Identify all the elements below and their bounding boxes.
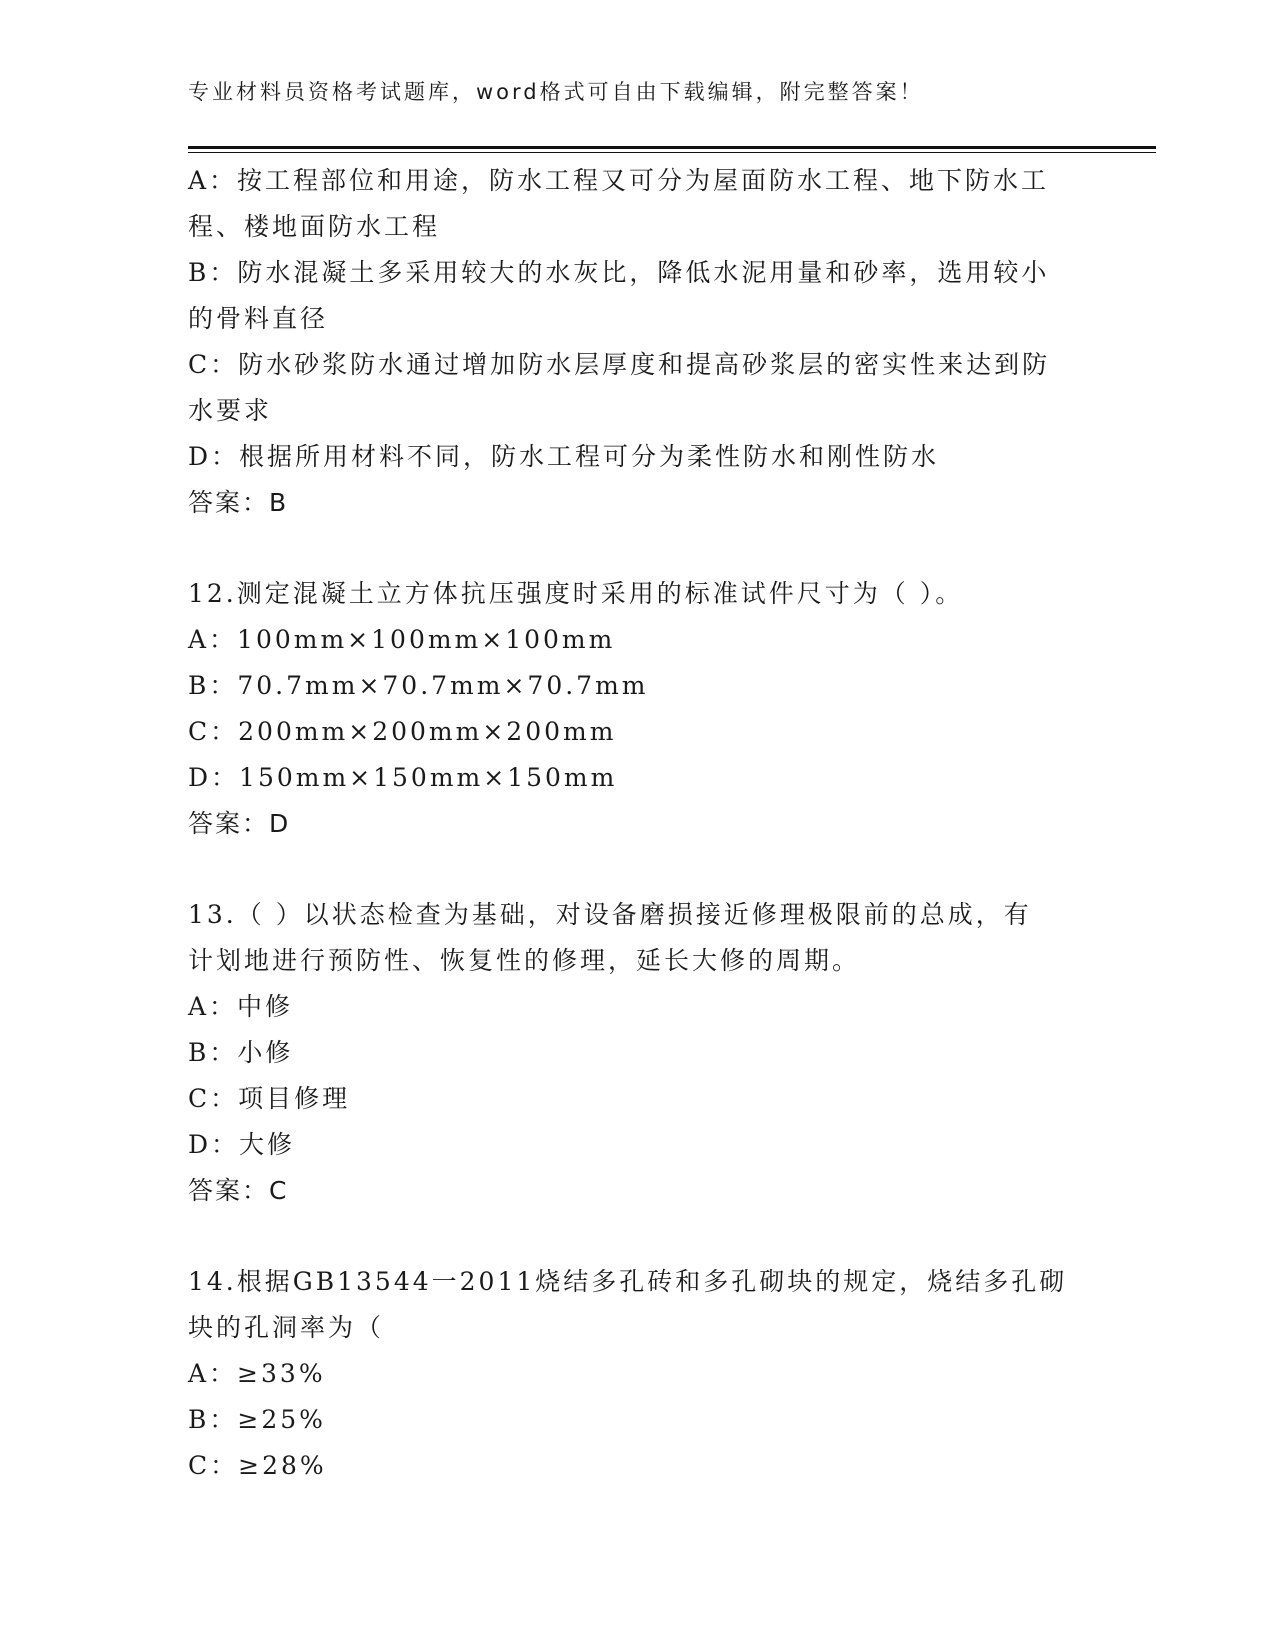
question-13 bbox=[188, 892, 1078, 1214]
option-line: A：按工程部位和用途，防水工程又可分为屋面防水工程、地下防水工 bbox=[188, 166, 1050, 195]
question-stem: 13.（ ）以状态检查为基础，对设备磨损接近修理极限前的总成，有 bbox=[188, 900, 1032, 929]
option-line: C：防水砂浆防水通过增加防水层厚度和提高砂浆层的密实性来达到防 bbox=[188, 350, 1051, 379]
option-b: B：≥25% bbox=[188, 1405, 326, 1434]
option-b: B：70.7mm×70.7mm×70.7mm bbox=[188, 671, 649, 700]
option-line: 的骨料直径 bbox=[188, 304, 329, 333]
question-stem: 计划地进行预防性、恢复性的修理，延长大修的周期。 bbox=[188, 946, 861, 975]
option-line: 程、楼地面防水工程 bbox=[188, 212, 441, 241]
option-b bbox=[188, 250, 1078, 342]
option-c: C：200mm×200mm×200mm bbox=[188, 717, 617, 746]
option-c: C：≥28% bbox=[188, 1451, 327, 1480]
question-content bbox=[188, 158, 1078, 1489]
option-c bbox=[188, 342, 1078, 434]
question-stem: 14.根据GB13544一2011烧结多孔砖和多孔砌块的规定，烧结多孔砌 bbox=[188, 1267, 1068, 1296]
header-rule-thin bbox=[188, 152, 1156, 153]
option-a: A：中修 bbox=[188, 992, 294, 1021]
option-line: B：防水混凝土多采用较大的水灰比，降低水泥用量和砂率，选用较小 bbox=[188, 258, 1050, 287]
option-a bbox=[188, 158, 1078, 250]
question-stem: 块的孔洞率为（ bbox=[188, 1313, 385, 1342]
option-c: C：项目修理 bbox=[188, 1084, 351, 1113]
option-b: B：小修 bbox=[188, 1038, 294, 1067]
option-d: D：大修 bbox=[188, 1130, 296, 1159]
question-stem: 12.测定混凝土立方体抗压强度时采用的标准试件尺寸为（ ）。 bbox=[188, 579, 964, 608]
answer: 答案：D bbox=[188, 809, 291, 838]
option-a: A：100mm×100mm×100mm bbox=[188, 625, 616, 654]
page-header: 专业材料员资格考试题库，word格式可自由下载编辑，附完整答案！ bbox=[188, 80, 924, 104]
question-14 bbox=[188, 1259, 1078, 1489]
option-line: 水要求 bbox=[188, 396, 273, 425]
answer: 答案：B bbox=[188, 488, 289, 517]
option-a: A：≥33% bbox=[188, 1359, 326, 1388]
header-rule bbox=[188, 146, 1156, 149]
option-line: D：根据所用材料不同，防水工程可分为柔性防水和刚性防水 bbox=[188, 442, 940, 471]
answer: 答案：C bbox=[188, 1176, 289, 1205]
question-12 bbox=[188, 571, 1078, 847]
option-d: D：150mm×150mm×150mm bbox=[188, 763, 618, 792]
question-11 bbox=[188, 158, 1078, 526]
option-d bbox=[188, 434, 1078, 480]
